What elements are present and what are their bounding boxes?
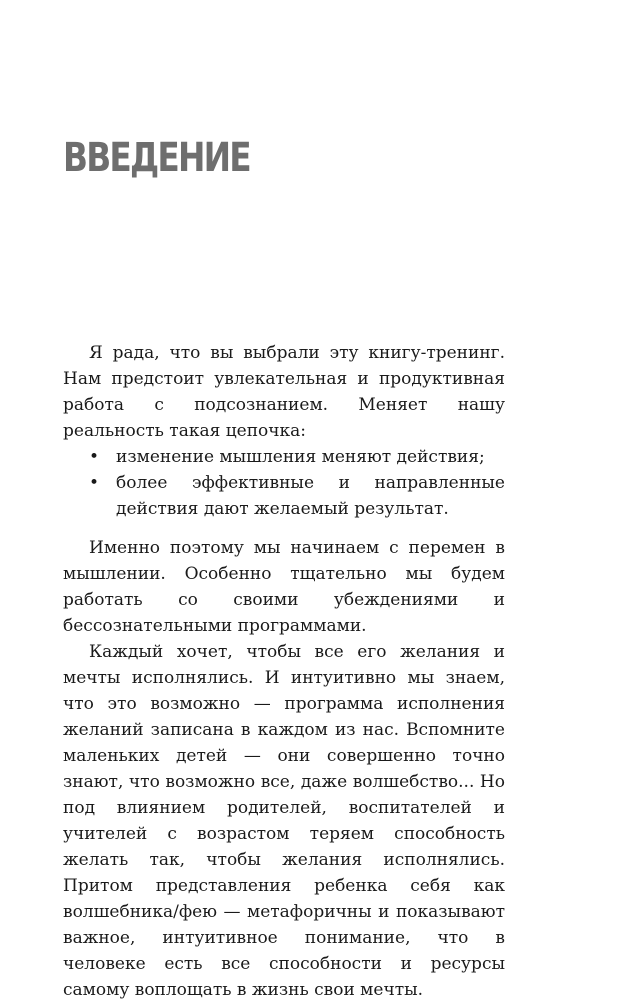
body-paragraph: Именно поэтому мы начинаем с перемен в мышлении. Особенно тщательно мы будем работать со своими убеждениями и бессознательными программами. (63, 538, 505, 636)
intro-section (63, 340, 505, 522)
list-item-text: более эффективные и направленные действия дают желаемый результат. (116, 473, 505, 519)
list-item-text: изменение мышления меняют действия; (116, 447, 485, 467)
list-item (63, 470, 505, 522)
list-item (63, 444, 505, 470)
bullet-marker: • (89, 473, 100, 493)
intro-paragraph: Я рада, что вы выбрали эту книгу-тренинг. Нам предстоит увлекательная и продуктивная работа с подсознанием. Меняет нашу реальность такая цепочка: (63, 343, 505, 441)
body-paragraph: Каждый хочет, чтобы все его желания и мечты исполнялись. И интуитивно мы знаем, что это возможно — программа исполнения желаний записана в каждом из нас. Вспомните маленьких детей — они совершенно точно знают, что возможно все, даже волшебство... Но под влиянием родителей, воспитателей и учителей с возрастом теряем способность желать так, чтобы желания исполнялись. Притом представления ребенка себя как волшебника/фею — метафоричны и показывают важное, интуитивное понимание, что в человеке есть все способности и ресурсы самому воплощать в жизнь свои мечты. (63, 642, 505, 1000)
bullet-list (63, 444, 505, 522)
body-section (63, 535, 505, 1003)
bullet-marker: • (89, 447, 100, 467)
chapter-title: ВВЕДЕНИЕ (63, 135, 250, 181)
